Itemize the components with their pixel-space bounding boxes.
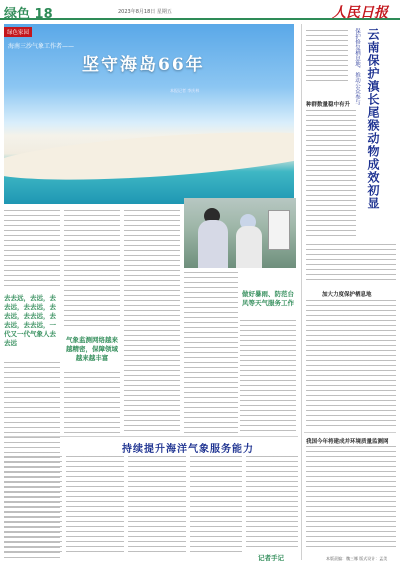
article-kicker: 海南三沙气象工作者—— (8, 43, 75, 50)
body-column-3 (124, 210, 180, 434)
weather-staff-photo (184, 198, 296, 268)
article-headline: 坚守海岛66年 (82, 55, 205, 75)
right-headline: 云南保护滇长尾猴动物成效初显 (366, 28, 380, 210)
right-body-3 (306, 300, 396, 430)
bottom-col-2 (66, 456, 124, 556)
right-intro (306, 30, 348, 82)
right-subhead-2: 加大力度保护栖息地 (322, 292, 372, 298)
body-column-5 (240, 320, 296, 434)
issue-date: 2023年8月18日 星期五 (118, 9, 172, 15)
byline: 本报记者 李庆林 (170, 88, 200, 93)
right-box-body (306, 446, 396, 550)
right-box-headline: 我国今年将建成并环境质量监测网 (306, 439, 389, 445)
right-body-2 (306, 244, 396, 284)
body-column-2a (64, 210, 120, 330)
right-subhead-1: 种群数量稳中有升 (306, 102, 351, 108)
pull-quote-center: 做好暴雨、防范台风等天气服务工作 (242, 290, 294, 307)
body-column-2b (64, 372, 120, 434)
editor-credit: 本版责编：魏三娜 版式设计：孟美 (326, 556, 388, 561)
body-column-1a (4, 210, 60, 290)
bottom-col-1 (4, 456, 62, 556)
right-body-1 (306, 110, 356, 240)
section-headline: 持续提升海洋气象服务能力 (122, 444, 254, 455)
section-name: 绿色 18 (4, 7, 53, 22)
reporter-notes-label: 记者手记 (258, 554, 284, 562)
pull-quote-middle: 气象监测网络越来越精密，保障领域越来越丰富 (66, 336, 118, 362)
right-kicker: 保护修复栖息地、推动公众参与 (354, 28, 360, 105)
body-column-4 (184, 272, 238, 434)
bottom-col-5 (246, 456, 298, 548)
bottom-col-4 (190, 456, 242, 556)
bottom-col-3 (128, 456, 186, 556)
section-tag: 绿色家园 (4, 27, 32, 37)
newspaper-logo: 人民日报 (332, 5, 388, 21)
pull-quote-left: 去去远，去远，去去远，去去远，去去远，去去远，去去远，去去远，一代又一代气象人去去远 (4, 294, 56, 347)
